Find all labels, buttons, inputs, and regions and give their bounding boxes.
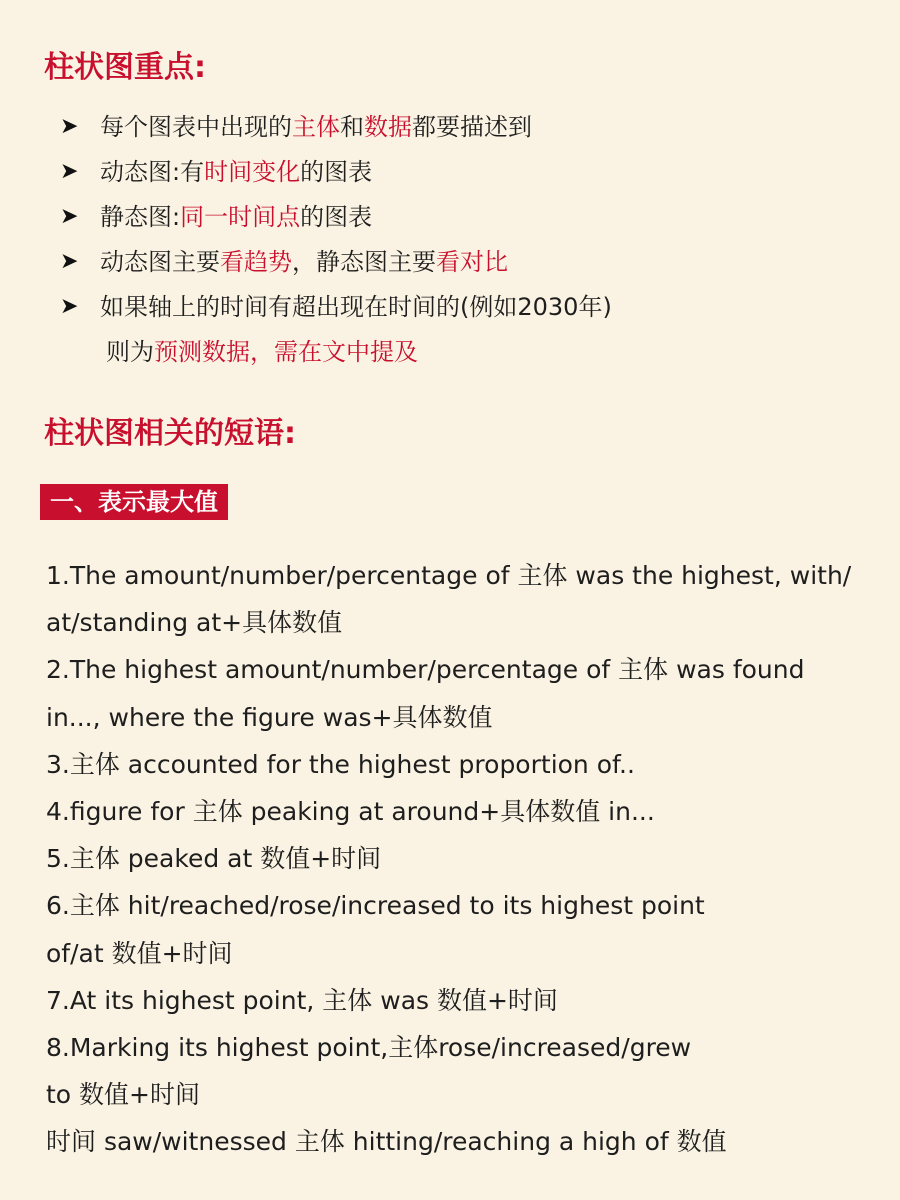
bullet-item [60,196,900,241]
section-title-key-points: 柱状图重点: [44,50,206,85]
phrase-line: to 数值+时间 [46,1080,200,1110]
bullet-item [60,286,900,376]
bullet-text: 静态图:同一时间点的图表 [100,203,373,231]
phrase-line: 时间 saw/witnessed 主体 hitting/reaching a high of 数值 [46,1127,727,1157]
arrowhead-bullet-icon: ➤ [60,249,79,274]
section-title-phrases: 柱状图相关的短语: [44,416,296,451]
arrowhead-bullet-icon: ➤ [60,204,79,229]
bullet-item [60,151,900,196]
phrase-line: 5.主体 peaked at 数值+时间 [46,844,382,874]
phrase-line: 1.The amount/number/percentage of 主体 was the highest, with/ [46,561,852,590]
bullet-continuation: 则为预测数据，需在文中提及 [106,338,418,366]
bullet-item [60,241,900,286]
phrase-line: 3.主体 accounted for the highest proportion of.. [46,749,635,779]
phrase-line: 6.主体 hit/reached/rose/increased to its highest point [46,891,705,921]
bullet-text: 如果轴上的时间有超出现在时间的(例如2030年) [100,293,612,321]
arrowhead-bullet-icon: ➤ [60,159,79,184]
phrase-line: at/standing at+具体数值 [46,608,343,638]
arrowhead-bullet-icon: ➤ [60,294,79,319]
bullet-text: 动态图:有时间变化的图表 [100,158,373,186]
phrase-line: 2.The highest amount/number/percentage of 主体 was found [46,655,805,685]
phrase-line: of/at 数值+时间 [46,938,233,968]
bullet-item [60,106,900,151]
phrase-list [46,552,876,1165]
bullet-text: 动态图主要看趋势，静态图主要看对比 [100,248,508,276]
phrase-line: 7.At its highest point, 主体 was 数值+时间 [46,985,558,1015]
key-points-list [60,106,900,376]
arrowhead-bullet-icon: ➤ [60,114,79,139]
subtitle-badge-max-value: 一、表示最大值 [40,484,228,520]
phrase-line: 4.figure for 主体 peaking at around+具体数值 in... [46,796,655,826]
phrase-line: in..., where the figure was+具体数值 [46,702,493,732]
phrase-line: 8.Marking its highest point,主体rose/increased/grew [46,1032,692,1062]
bullet-text: 每个图表中出现的主体和数据都要描述到 [100,113,532,141]
